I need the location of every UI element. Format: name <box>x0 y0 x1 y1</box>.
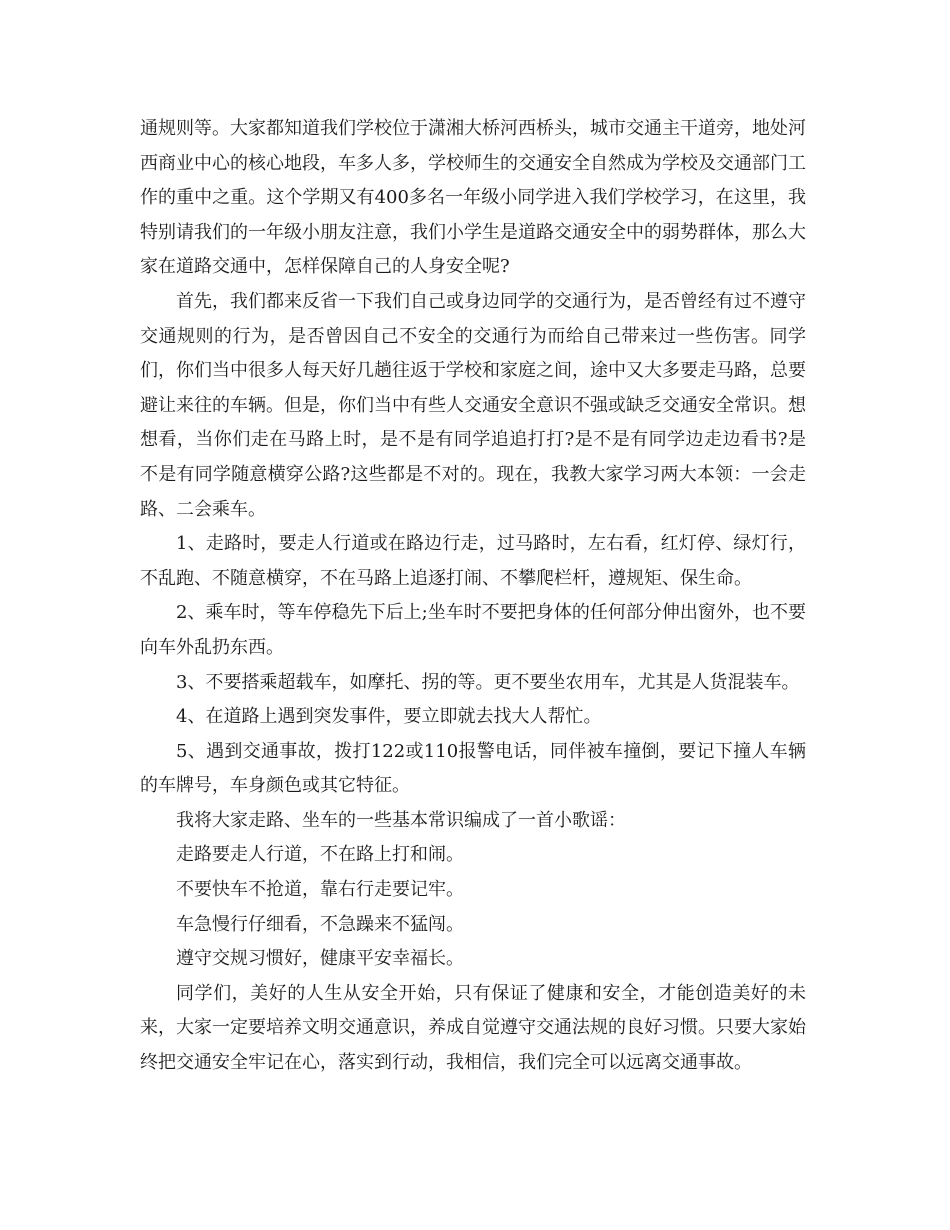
paragraph-song-intro: 我将大家走路、坐车的一些基本常识编成了一首小歌谣： <box>176 809 626 831</box>
paragraph-rule-emergency: 4、在道路上遇到突发事件，要立即就去找大人帮忙。 <box>176 706 602 728</box>
paragraph-intro-continuation: 通规则等。大家都知道我们学校位于潇湘大桥河西桥头，城市交通主干道旁，地处河西商业中心的核心地段，车多人多，学校师生的交通安全自然成为学校及交通部门工作的重中之重。这个学期又有400多名一年级小同学进入我们学校学习，在这里，我特别请我们的一年级小朋友注意，我们小学生是道路交通安全中的弱势群体，那么大家在道路交通中，怎样保障自己的人身安全呢? <box>140 118 806 278</box>
paragraph-rule-overloaded: 3、不要搭乘超载车，如摩托、拐的等。更不要坐农用车，尤其是人货混装车。 <box>176 671 800 693</box>
paragraph-rule-accident: 5、遇到交通事故，拨打122或110报警电话，同伴被车撞倒，要记下撞人车辆的车牌号，车身颜色或其它特征。 <box>140 740 806 797</box>
song-line-2: 不要快车不抢道，靠右行走要记牢。 <box>176 879 464 901</box>
document-body <box>140 112 806 1081</box>
paragraph-rule-walking: 1、走路时，要走人行道或在路边行走，过马路时，左右看，红灯停、绿灯行，不乱跑、不随意横穿，不在马路上追逐打闹、不攀爬栏杆，遵规矩、保生命。 <box>140 533 806 589</box>
paragraph-first-reflection: 首先，我们都来反省一下我们自己或身边同学的交通行为，是否曾经有过不遵守交通规则的行为，是否曾因自己不安全的交通行为而给自己带来过一些伤害。同学们，你们当中很多人每天好几趟往返于学校和家庭之间，途中又大多要走马路，总要避让来往的车辆。但是，你们当中有些人交通安全意识不强或缺乏交通安全常识。想想看，当你们走在马路上时，是不是有同学追追打打?是不是有同学边走边看书?是不是有同学随意横穿公路?这些都是不对的。现在，我教大家学习两大本领：一会走路、二会乘车。 <box>140 290 806 520</box>
song-line-1: 走路要走人行道，不在路上打和闹。 <box>176 844 464 866</box>
paragraph-closing: 同学们，美好的人生从安全开始，只有保证了健康和安全，才能创造美好的未来，大家一定要培养文明交通意识，养成自觉遵守交通法规的良好习惯。只要大家始终把交通安全牢记在心，落实到行动，我相信，我们完全可以远离交通事故。 <box>140 982 806 1074</box>
song-line-3: 车急慢行仔细看，不急躁来不猛闯。 <box>176 913 464 935</box>
song-line-4: 遵守交规习惯好，健康平安幸福长。 <box>176 948 464 970</box>
paragraph-rule-riding: 2、乘车时，等车停稳先下后上;坐车时不要把身体的任何部分伸出窗外，也不要向车外乱扔东西。 <box>140 602 806 658</box>
